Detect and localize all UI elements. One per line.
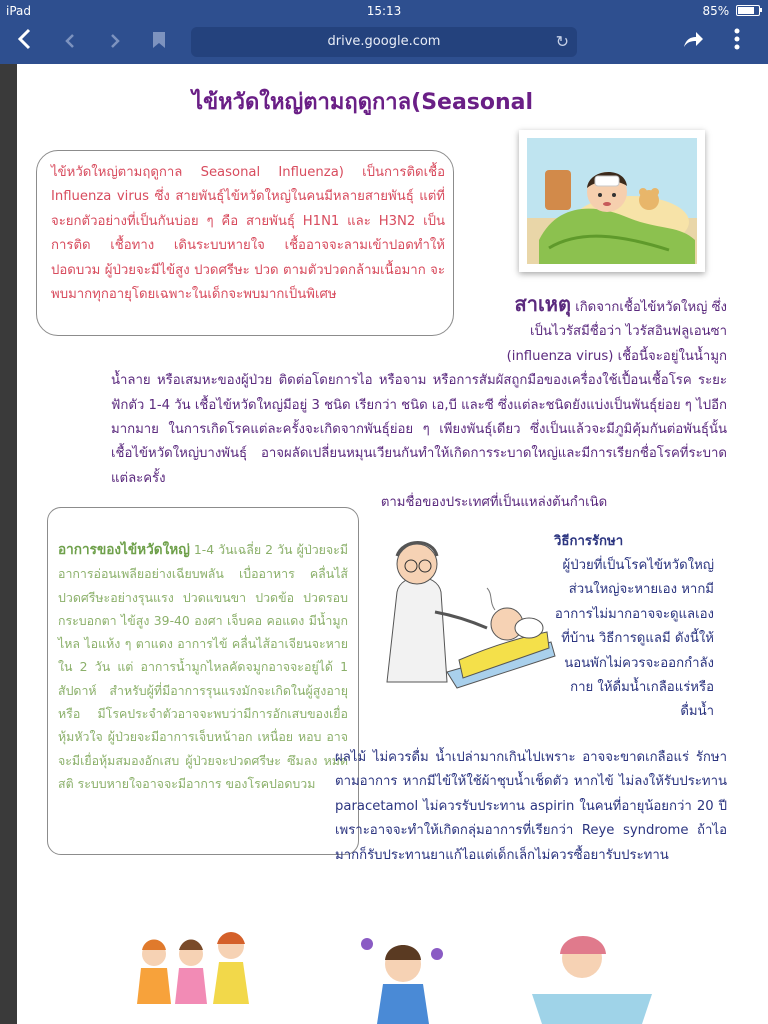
url-bar[interactable] [191, 27, 577, 57]
status-bar [0, 0, 768, 22]
page-title: ไข้หวัดใหญ่ตามฤดูกาล(Seasonal [192, 90, 534, 115]
bookmark-icon [152, 31, 166, 49]
chevron-left-icon [64, 33, 76, 49]
symptoms-box [47, 507, 359, 855]
cause-section [111, 292, 727, 516]
device-label: iPad [6, 4, 32, 18]
cause-body: น้ำลาย หรือเสมหะของผู้ป่วย ติดต่อโดยการไอ หรือจาม หรือการสัมผัสถูกมือของเครื่องใช้เปื้อนเชื้อโรค ระยะฟักตัว 1-4 วัน เชื้อไข้หวัดใหญ่มีอยู่ 3 ชนิด เรียกว่า ชนิด เอ,บี และซี ซึ่งแต่ละชนิดยังแบ่งเป็นพันธุ์ย่อย ๆ ไปอีกมากมาย ในการเกิดโรคแต่ละครั้งจะเกิดจากพันธุ์ย่อย ๆ เพียงพันธุ์เดียว ซึ่งเป็นแล้วจะมีภูมิคุ้มกันต่อพันธุ์นั้น เชื้อไข้หวัดใหญ่บางพันธุ์ อาจผลัดเปลี่ยนหมุนเวียนกันทำให้เกิดการระบาดใหญ่และมีการเรียกชื่อโรคที่ระบาดแต่ละครั้ง [111, 373, 727, 486]
treatment-heading: วิธีการรักษา [554, 534, 624, 549]
bookmark-button[interactable] [144, 28, 174, 58]
more-menu-button[interactable] [722, 28, 752, 58]
share-arrow-icon [682, 31, 704, 49]
sneezing-child-illustration [347, 924, 457, 1024]
back-button[interactable] [10, 28, 40, 58]
clock: 15:13 [366, 4, 402, 18]
sick-child-image [519, 130, 705, 272]
cause-line-1: เกิดจากเชื้อไข้หวัดใหญ่ ซึ่ง [575, 300, 727, 315]
girl-in-bath-illustration [522, 924, 662, 1024]
symptoms-heading: อาการของไข้หวัดใหญ่ [58, 542, 190, 558]
next-button[interactable] [100, 28, 130, 58]
document-page[interactable] [17, 64, 768, 1024]
prev-button[interactable] [55, 28, 85, 58]
share-button[interactable] [678, 28, 708, 58]
cause-last-line: ตามชื่อของประเทศที่เป็นแหล่งต้นกำเนิด [380, 495, 608, 511]
battery-status [703, 4, 761, 18]
reload-icon[interactable]: ↻ [555, 32, 569, 51]
intro-text: ไข้หวัดใหญ่ตามฤดูกาล Seasonal Influenza) เป็นการติดเชื้อ Influenza virus ซึ่ง สายพันธุ์ไข้หวัดใหญ่ในคนมีหลายสายพันธุ์ แต่ที่จะยกตัวอย่างที่เป็นกันบ่อย ๆ คือ สายพันธุ์ H1N1 และ H3N2 เป็น การติด เชื้อทาง เดินระบบหายใจ เชื้ออาจจะลามเข้าปอดทำให้ปอดบวม ผู้ป่วยจะมีไข้สูง ปวดศรีษะ ปวด ตามตัวปวดกล้ามเนื้อมาก จะพบมากทุกอายุโดยเฉพาะในเด็กจะพบมากเป็นพิเศษ [51, 165, 445, 303]
more-vertical-icon [734, 28, 740, 50]
doctor-patient-image [377, 532, 557, 692]
chevron-right-icon [109, 33, 121, 49]
doctor-illustration [377, 532, 557, 692]
cause-heading: สาเหตุ [514, 292, 571, 316]
sick-child-illustration [519, 130, 705, 272]
treatment-text: ผลไม้ ไม่ควรดื่ม น้ำเปล่ามากเกินไปเพราะ อาจจะขาดเกลือแร่ รักษาตามอาการ หากมีไข้ให้ใช้ผ้าชุบน้ำเช็ดตัว หากไข้ ไม่ลงให้รับประทาน paracetamol ไม่ควรรับประทาน aspirin ในคนที่อายุน้อยกว่า 20 ปีเพราะอาจจะทำให้เกิดกลุ่มอาการที่เรียกว่า Reye syndrome ถ้าไอ มากก็รับประทานยาแก้ไอแต่เด็กเล็กไม่ควรซื้อยารับประทาน [335, 750, 727, 863]
battery-icon [736, 5, 760, 16]
children-illustration [129, 924, 279, 1024]
browser-toolbar [0, 22, 768, 64]
battery-percent: 85% [702, 4, 730, 18]
cause-line-3: (influenza virus) เชื้อนี้จะอยู่ในน้ำมูก [506, 348, 727, 364]
cause-line-2: เป็นไวรัสมีชื่อว่า ไวรัสอินฟลูเอนซา [530, 324, 727, 340]
chevron-left-icon [17, 28, 33, 50]
treatment-column-text: ผู้ป่วยที่เป็นโรคไข้หวัดใหญ่ส่วนใหญ่จะหายเอง หากมีอาการไม่มากอาจจะดูแลเองที่บ้าน วิธีการดูแลมี ดังนี้ให้นอนพักไม่ควรจะออกกำลังกาย ให้ดื่มน้ำเกลือแร่หรือดื่มน้ำ [554, 558, 714, 720]
symptoms-text: 1-4 วันเฉลี่ย 2 วัน ผู้ป่วยจะมีอาการอ่อนเพลียอย่างเฉียบพลัน เบื่ออาหาร คลื่นไส้ ปวดศรีษะอย่างรุนแรง ปวดแขนขา ปวดข้อ ปวดรอบกระบอกตา ไข้สูง 39-40 องศา เจ็บคอ คอแดง มีน้ำมูกไหล ไอแห้ง ๆ ตาแดง อาการไข้ คลื่นไส้อาเจียนจะหายใน 2 วัน แต่ อาการน้ำมูกไหลคัดจมูกอาจจะอยู่ได้ 1 สัปดาห์ สำหรับผู้ที่มีอาการรุนแรงมักจะเกิดในผู้สูงอายุหรือ มีโรคประจำตัวอาจจะพบว่ามีการอักเสบของเยื่อหุ้มหัวใจ ผู้ป่วยจะมีอาการเจ็บหน้าอก เหนื่อย หอบ อาจจะมีเยื่อหุ้มสมองอักเสบ ผู้ป่วยจะปวดศรีษะ ซึมลง หมดสติ ระบบหายใจอาจจะมีอาการ ของโรคปอดบวม [58, 542, 348, 791]
url-text: drive.google.com [327, 34, 441, 49]
